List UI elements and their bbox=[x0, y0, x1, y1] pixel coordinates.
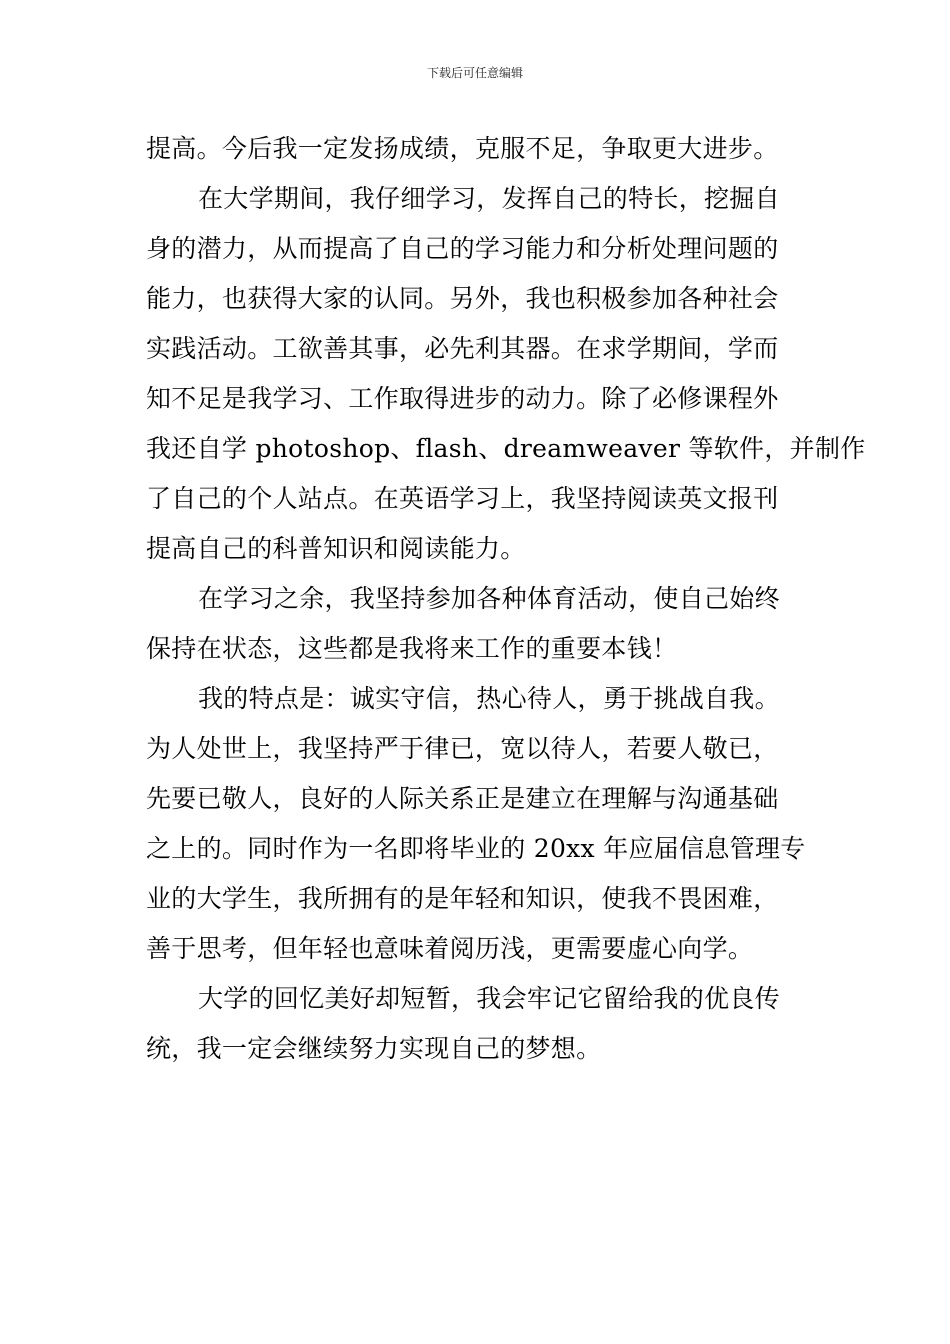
text-line: 能力，也获得大家的认同。另外，我也积极参加各种社会 bbox=[146, 284, 779, 313]
text-line: 先要已敬人，良好的人际关系正是建立在理解与沟通基础 bbox=[146, 784, 779, 813]
page-header: 下载后可任意编辑 bbox=[426, 66, 523, 80]
text-line: 提高。今后我一定发扬成绩，克服不足，争取更大进步。 bbox=[146, 134, 779, 163]
text-line: 身的潜力，从而提高了自己的学习能力和分析处理问题的 bbox=[146, 234, 779, 263]
text-line: 我还自学 photoshop、flash、dreamweaver 等软件，并制作 bbox=[146, 434, 866, 463]
document-body bbox=[146, 124, 866, 1074]
text-line: 大学的回忆美好却短暂，我会牢记它留给我的优良传 bbox=[198, 984, 780, 1013]
text-line: 提高自己的科普知识和阅读能力。 bbox=[146, 534, 526, 563]
text-line: 我的特点是：诚实守信，热心待人，勇于挑战自我。 bbox=[198, 684, 780, 713]
text-line: 在大学期间，我仔细学习，发挥自己的特长，挖掘自 bbox=[198, 184, 780, 213]
text-line: 为人处世上，我坚持严于律已，宽以待人，若要人敬已， bbox=[146, 734, 779, 763]
text-line: 在学习之余，我坚持参加各种体育活动，使自己始终 bbox=[198, 584, 780, 613]
text-line: 统，我一定会继续努力实现自己的梦想。 bbox=[146, 1034, 602, 1063]
text-line: 业的大学生，我所拥有的是年轻和知识，使我不畏困难， bbox=[146, 884, 779, 913]
text-line: 知不足是我学习、工作取得进步的动力。除了必修课程外 bbox=[146, 384, 779, 413]
text-line: 保持在状态，这些都是我将来工作的重要本钱！ bbox=[146, 634, 678, 663]
text-line: 实践活动。工欲善其事，必先利其器。在求学期间，学而 bbox=[146, 334, 779, 363]
text-line: 之上的。同时作为一名即将毕业的 20xx 年应届信息管理专 bbox=[146, 834, 806, 863]
text-line: 了自己的个人站点。在英语学习上，我坚持阅读英文报刊 bbox=[146, 484, 779, 513]
text-line: 善于思考，但年轻也意味着阅历浅，更需要虚心向学。 bbox=[146, 934, 754, 963]
